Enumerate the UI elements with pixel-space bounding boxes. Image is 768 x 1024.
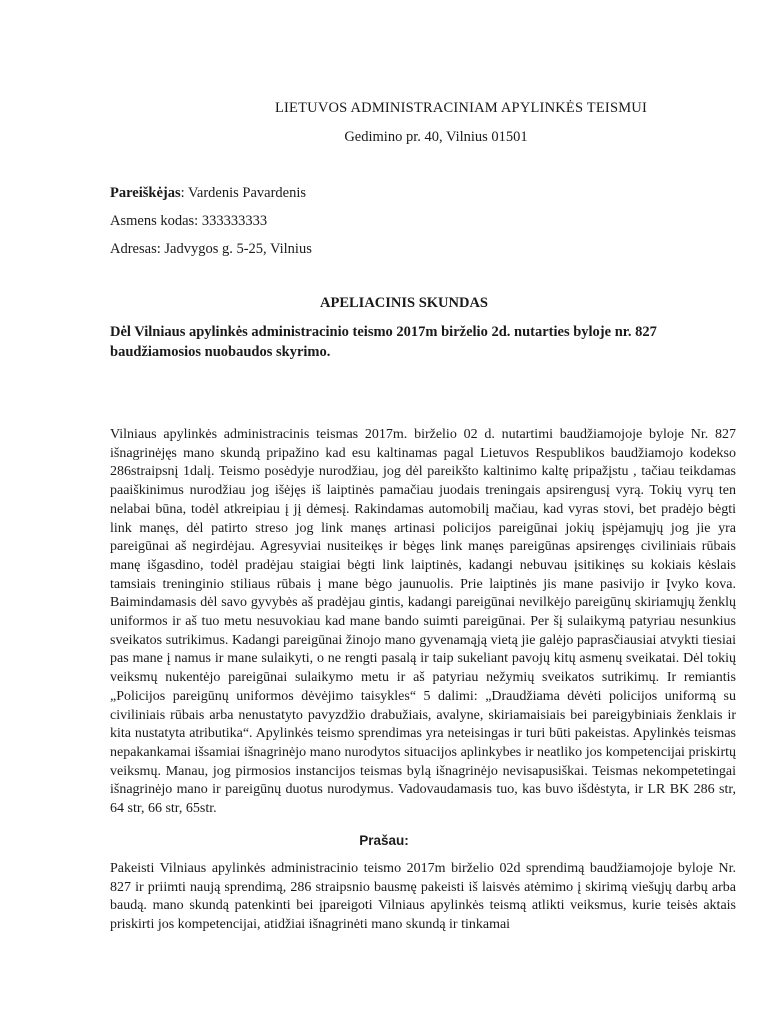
body-paragraph-2: Pakeisti Vilniaus apylinkės administracinio teismo 2017m birželio 02d sprendimą baudžiamojoje byloje Nr. 827 ir priimti naują sprendimą, 286 straipsnio bausmę pakeisti iš laisvės atėmimo į skirimą viešųjų darbų arba baudą. mano skundą patenkinti bei įpareigoti Vilniaus apylinkės teismą atlikti veiksmus, kurie teisės aktais priskirti jos kompetencijai, atidžiai išnagrinėti mano skundą ir tinkamai xyxy=(110,861,736,933)
applicant-name xyxy=(110,185,306,202)
document-subject: Dėl Vilniaus apylinkės administracinio teismo 2017m birželio 2d. nutarties byloje nr. 827 baudžiamosios nuobaudos skyrimo. xyxy=(110,324,657,360)
applicant-code: Asmens kodas: 333333333 xyxy=(110,213,268,229)
court-name: LIETUVOS ADMINISTRACINIAM APYLINKĖS TEISMUI xyxy=(274,100,648,116)
applicant-address: Adresas: Jadvygos g. 5-25, Vilnius xyxy=(110,241,312,257)
applicant-value: : Vardenis Pavardenis xyxy=(180,185,306,201)
body-paragraph-1: Vilniaus apylinkės administracinis teismas 2017m. birželio 02 d. nutartimi baudžiamojoje byloje Nr. 827 išnagrinėjęs mano skundą pripažino kad esu kaltinamas pagal Lietuvos Respublikos baudžiamojo kodekso 286straipsnį 1dalį. Teismo posėdyje nurodžiau, jog dėl pareikšto kaltinimo kaltę pripažįstu , tačiau teikdamas paaiškinimus nurodžiau jog išėjęs iš laiptinės pamačiau juodais treningais apsirengusį vyrą. Tokių vyrų ten nelabai būna, todėl atkreipiau į jį dėmesį. Rakindamas automobilį mačiau, kad vyras stovi, bet pradėjo bėgti link manęs, dėl patirto streso jog link manęs artinasi policijos pareigūnai jokių įspėjamųjų jog jie yra pareigūnai aš negirdėjau. Agresyviai nusiteikęs ir bėgęs link manęs pareigūnas apsirengęs civiliniais rūbais manę išgasdino, todėl pradėjau staigiai bėgti link laiptinės, kadangi nebuvau įsitikinęs su kokiais kėslais tamsiais treninginio stiliaus rūbais į mane bėgo jaunuolis. Prie laiptinės jis mane pasivijo ir Įvyko kova. Baimindamasis dėl savo gyvybės aš pradėjau gintis, kadangi pareigūnai nevilkėjo pareigūnų skiriamųjų ženklų uniformos ir aš tuo metu nesuvokiau kad mane bando suimti pareigūnai. Per šį sulaikymą patyriau nesunkius sveikatos sutrikimus. Kadangi pareigūnai žinojo mano gyvenamąją vietą jie galėjo paprasčiausiai atvykti tiesiai pas mane į namus ir mane sulaikyti, o ne rengti pasalą ir taip sukeliant pavojų kitų asmenų sveikatai. Dėl tokių veiksmų nukentėjo pareigūnai sulaikymo metu ir aš patyriau nežymių sveikatos sutrikimų. Ir remiantis „Policijos pareigūnų uniformos dėvėjimo taisykles“ 5 dalimi: „Draudžiama dėvėti policijos uniformą su civiliniais rūbais arba nenustatyto pavyzdžio drabužiais, avalyne, skiriamaisiais bei pareigybiniais ženklais ir kita nustatyta atributika“. Apylinkės teismo sprendimas yra neteisingas ir turi būti pakeistas. Apylinkės teismas nepakankamai išsamiai išnagrinėjo mano nurodytos situacijos aplinkybes ir neatliko jos kompetencijai priskirtų veiksmų. Manau, jog pirmosios instancijos teismas bylą išnagrinėjo nevisapusiškai. Teismas nekompetetingai išnagrinėjo mano ir pareigūnų duotus nurodymus. Vadovaudamasis tuo, kas buvo išdėstyta, ir LR BK 286 str, 64 str, 66 str, 65str. xyxy=(110,427,736,817)
court-address: Gedimino pr. 40, Vilnius 01501 xyxy=(344,129,528,145)
applicant-label: Pareiškėjas xyxy=(110,185,181,201)
request-heading: Prašau: xyxy=(359,833,409,848)
document-title: APELIACINIS SKUNDAS xyxy=(320,295,488,311)
